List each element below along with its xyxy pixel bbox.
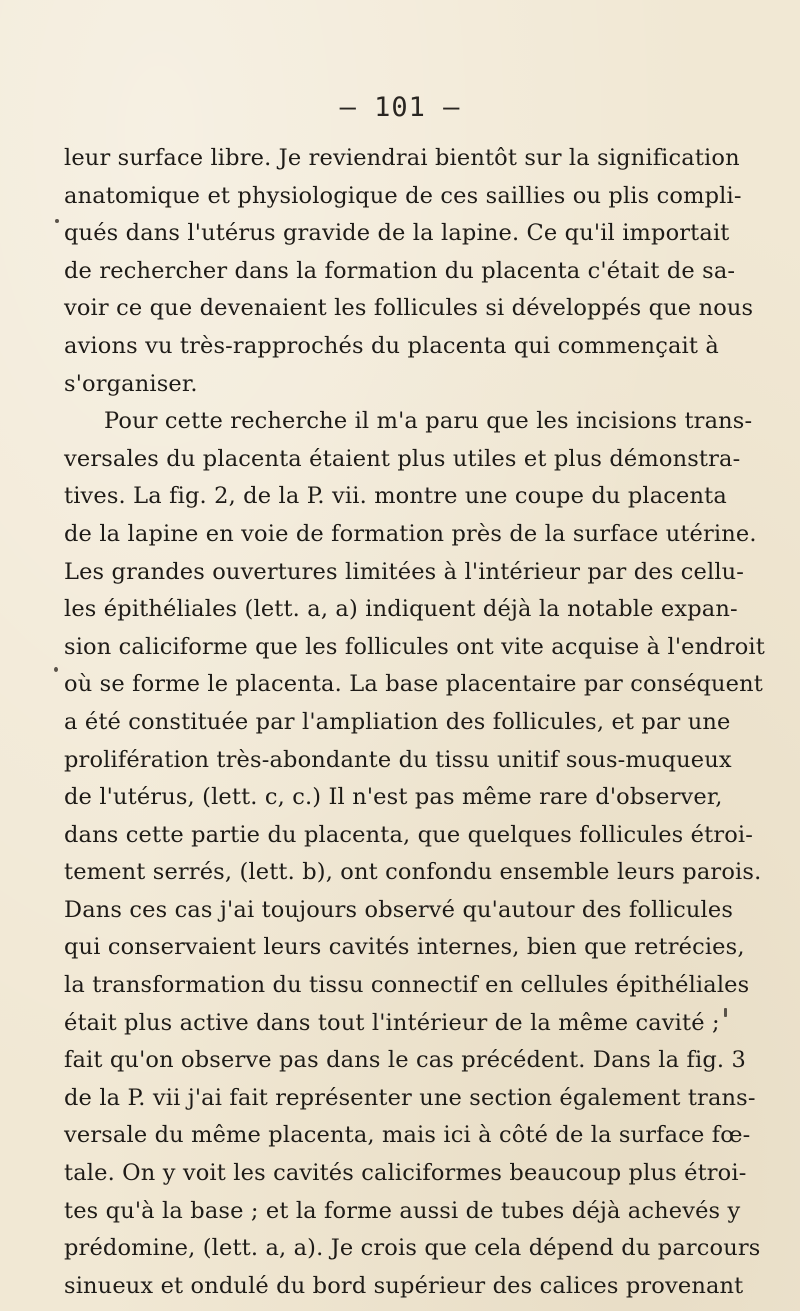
text-line: Dans ces cas j'ai toujours observé qu'autour des follicules (64, 896, 734, 923)
text-line: tes qu'à la base ; et la forme aussi de tubes déjà achevés y (64, 1197, 741, 1224)
text-line: où se forme le placenta. La base placentaire par conséquent (64, 671, 763, 698)
paragraph-start-line: Pour cette recherche il m'a paru que les incisions trans- (104, 408, 753, 435)
text-line: Les grandes ouvertures limitées à l'intérieur par des cellu- (64, 558, 745, 585)
text-line: de rechercher dans la formation du placenta c'était de sa- (64, 257, 736, 284)
text-line: voir ce que devenaient les follicules si développés que nous (64, 295, 754, 322)
text-line: sion caliciforme que les follicules ont vite acquise à l'endroit (64, 633, 765, 660)
text-line: les épithéliales (lett. a, a) indiquent déjà la notable expan- (64, 596, 738, 623)
text-line: fait qu'on observe pas dans le cas précédent. Dans la fig. 3 (64, 1047, 746, 1074)
body-text (64, 140, 765, 1305)
print-speck (724, 1008, 727, 1017)
text-line: a été constituée par l'ampliation des follicules, et par une (64, 708, 731, 735)
text-line: s'organiser. (64, 370, 198, 397)
text-line: de la P. vii j'ai fait représenter une section également trans- (64, 1084, 756, 1111)
text-line: versales du placenta étaient plus utiles et plus démonstra- (64, 445, 741, 472)
text-line: qués dans l'utérus gravide de la lapine. Ce qu'il importait (64, 220, 730, 247)
page-number: — 101 — (339, 92, 461, 123)
text-line: sinueux et ondulé du bord supérieur des calices provenant (64, 1272, 744, 1299)
print-speck (55, 219, 59, 223)
text-line: anatomique et physiologique de ces saillies ou plis compli- (64, 182, 742, 209)
text-line: tement serrés, (lett. b), ont confondu ensemble leurs parois. (64, 859, 762, 886)
text-line: était plus active dans tout l'intérieur de la même cavité ; (64, 1009, 720, 1036)
text-line: tale. On y voit les cavités caliciformes beaucoup plus étroi- (64, 1160, 747, 1187)
print-speck (54, 667, 58, 672)
text-line: de l'utérus, (lett. c, c.) Il n'est pas même rare d'observer, (64, 784, 723, 811)
text-line: prolifération très-abondante du tissu unitif sous-muqueux (64, 746, 732, 773)
text-line: de la lapine en voie de formation près de la surface utérine. (64, 520, 757, 547)
text-line: la transformation du tissu connectif en cellules épithéliales (64, 972, 750, 999)
text-line: qui conservaient leurs cavités internes, bien que retrécies, (64, 934, 745, 961)
text-line: leur surface libre. Je reviendrai bientôt sur la signification (64, 145, 740, 171)
text-line: versale du même placenta, mais ici à côté de la surface fœ- (64, 1122, 751, 1149)
text-line: dans cette partie du placenta, que quelques follicules étroi- (64, 821, 754, 848)
text-line: avions vu très-rapprochés du placenta qui commençait à (64, 332, 719, 359)
text-line: prédomine, (lett. a, a). Je crois que cela dépend du parcours (64, 1235, 761, 1262)
text-line: tives. La fig. 2, de la P. vii. montre une coupe du placenta (64, 483, 727, 510)
